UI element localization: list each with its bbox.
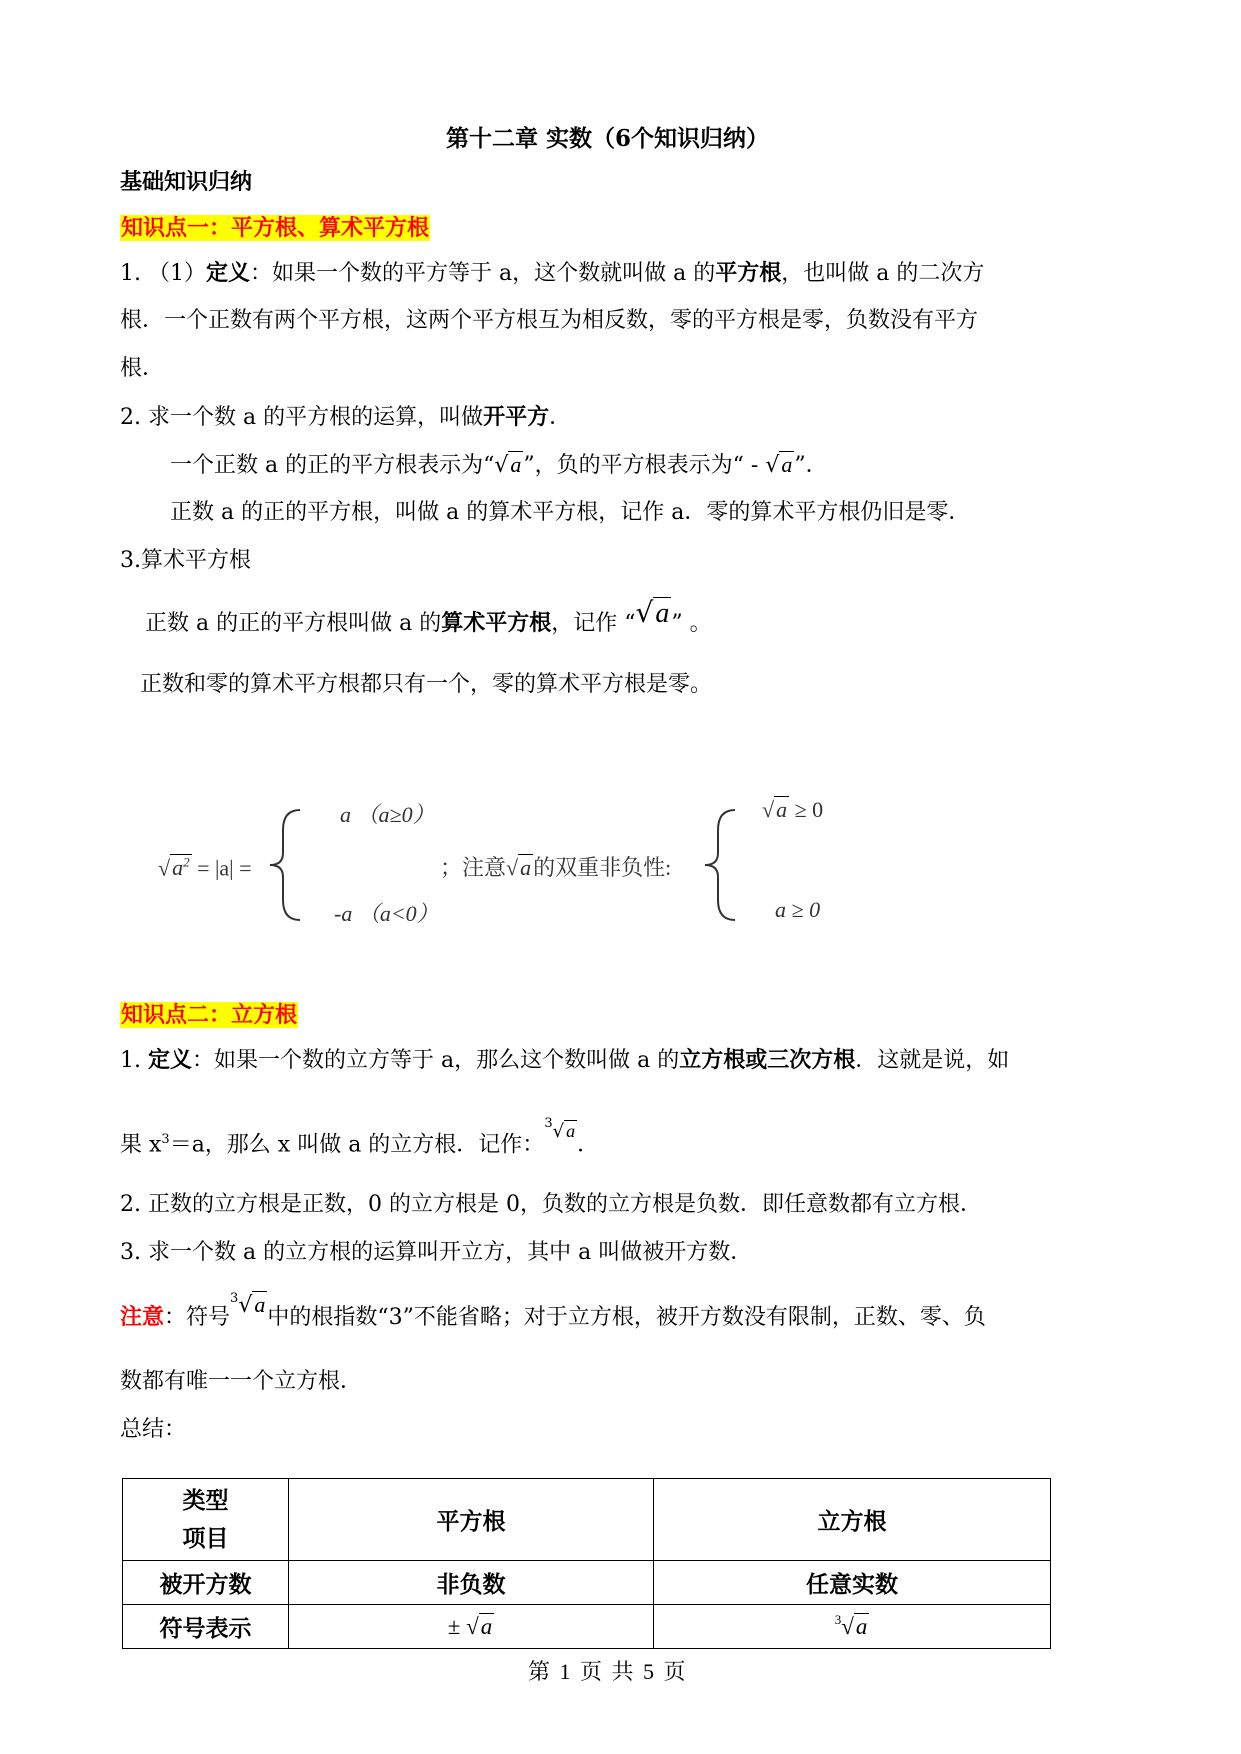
kp1-para1-line2: 根．一个正数有两个平方根，这两个平方根互为相反数，零的平方根是零，负数没有平方 xyxy=(120,308,979,333)
text: 果 x xyxy=(120,1132,162,1158)
left-brace-icon xyxy=(700,805,740,925)
text: ；注意 xyxy=(440,855,507,880)
case-negative: -a （a<0） xyxy=(334,901,439,926)
text: ” 。 xyxy=(671,611,712,636)
case-nonnegative: a （a≥0） xyxy=(340,802,435,827)
kp1-para1-line3: 根． xyxy=(120,356,165,381)
text-bold: 定义 xyxy=(147,1047,192,1073)
kp1-para3-line1 xyxy=(145,596,712,639)
double-nonneg-note xyxy=(440,851,671,882)
kp1-para2-line1 xyxy=(120,402,571,433)
summary-label: 总结： xyxy=(120,1417,187,1442)
sqrt-a-symbol: √a xyxy=(635,596,670,629)
sqrt-a-symbol: √a xyxy=(762,797,788,822)
text-bold: 立方根或三次方根 xyxy=(679,1047,856,1073)
text: 一个正数 a 的正的平方根表示为“ xyxy=(170,453,495,478)
text: ． xyxy=(549,405,572,430)
kp1-para3-line2: 正数和零的算术平方根都只有一个，零的算术平方根是零。 xyxy=(140,672,713,697)
table-cell-sqrt-symbol: ± √a xyxy=(289,1605,654,1649)
text: ：符号 xyxy=(164,1305,231,1330)
kp2-heading-text: 知识点二：立方根 xyxy=(121,1002,298,1028)
text: ”． xyxy=(794,453,828,478)
kp2-note-line1 xyxy=(120,1291,986,1336)
text: ：如果一个数的立方等于 a，那么这个数叫做 a 的 xyxy=(192,1048,680,1073)
page-footer: 第 1 页 共 5 页 xyxy=(528,1659,688,1684)
table-header-cube-root: 立方根 xyxy=(654,1479,1051,1561)
kp2-heading xyxy=(120,1000,298,1031)
table-row-label: 被开方数 xyxy=(123,1561,289,1605)
sqrt-a-squared: $√a^2$ xyxy=(158,855,190,881)
page-title: 第十二章 实数（6个知识归纳） xyxy=(446,125,770,152)
text: ：如果一个数的平方等于 a，这个数就叫做 a 的 xyxy=(250,261,716,286)
text: ，记作 “ xyxy=(551,611,636,636)
text: ≥ 0 xyxy=(794,797,824,822)
text-bold: 平方根 xyxy=(715,260,782,286)
kp1-para3-heading: 3.算术平方根 xyxy=(120,548,251,573)
text: 正数 a 的正的平方根叫做 a 的 xyxy=(145,611,442,636)
text-bold: 算术平方根 xyxy=(441,610,552,636)
table-row-label: 符号表示 xyxy=(123,1605,289,1649)
text: |a| = xyxy=(215,855,252,881)
text: 中的根指数“3”不能省略；对于立方根，被开方数没有限制，正数、零、负 xyxy=(267,1305,986,1330)
kp2-para1-line1 xyxy=(120,1045,1009,1076)
text: 1. xyxy=(120,1048,148,1073)
table-corner-cell xyxy=(123,1479,289,1561)
abs-formula-lhs: $√a^2 = |a|$ = xyxy=(158,855,252,881)
left-brace-icon xyxy=(265,805,305,925)
kp2-note-line2: 数都有唯一一个立方根． xyxy=(120,1369,363,1394)
text: ＝a，那么 x 叫做 a 的立方根．记作： xyxy=(169,1132,545,1158)
table-row xyxy=(123,1479,1051,1561)
kp1-para1-line1 xyxy=(120,258,984,289)
kp1-para2-line2 xyxy=(170,450,828,481)
sqrt-a-symbol: √a xyxy=(765,452,793,478)
table-cell: 任意实数 xyxy=(654,1561,1051,1605)
text: ”，负的平方根表示为“ - xyxy=(523,453,766,478)
section-heading: 基础知识归纳 xyxy=(120,169,253,195)
table-row xyxy=(123,1605,1051,1649)
table-header-square-root: 平方根 xyxy=(289,1479,654,1561)
superscript: 3 xyxy=(161,1132,170,1147)
kp2-para3: 3. 求一个数 a 的立方根的运算叫开立方，其中 a 叫做被开方数． xyxy=(120,1240,753,1265)
nonneg-sqrt xyxy=(762,797,823,823)
kp2-para2: 2. 正数的立方根是正数，0 的立方根是 0，负数的立方根是负数．即任意数都有立方根． xyxy=(120,1192,982,1217)
nonneg-radicand: a ≥ 0 xyxy=(775,897,821,922)
table-corner-type: 类型 xyxy=(182,1487,229,1514)
text: ． xyxy=(577,1132,600,1158)
table-row xyxy=(123,1561,1051,1605)
kp1-para2-line3: 正数 a 的正的平方根，叫做 a 的算术平方根，记作 a．零的算术平方根仍旧是零． xyxy=(170,500,971,525)
kp2-para1-line2 xyxy=(120,1116,600,1163)
cube-root-symbol: $^3$√ a xyxy=(544,1116,576,1143)
summary-table xyxy=(122,1478,1051,1649)
text: 1. （1） xyxy=(120,261,206,286)
text: ，也叫做 a 的二次方 xyxy=(781,261,985,286)
table-cell-cbrt-symbol: $^3$√a xyxy=(654,1605,1051,1649)
text: 的双重非负性: xyxy=(533,855,672,880)
sqrt-a-symbol: √a xyxy=(494,452,522,478)
table-corner-item: 项目 xyxy=(182,1525,229,1552)
table-cell: 非负数 xyxy=(289,1561,654,1605)
cube-root-symbol: $^3$√a xyxy=(230,1291,266,1318)
kp1-heading-text: 知识点一：平方根、算术平方根 xyxy=(121,215,430,241)
kp1-heading xyxy=(120,213,430,244)
text: 2. 求一个数 a 的平方根的运算，叫做 xyxy=(120,405,484,430)
sqrt-a-symbol: √a xyxy=(506,855,532,880)
text-bold: 定义 xyxy=(205,260,250,286)
text-bold: 开平方 xyxy=(483,404,550,430)
note-label: 注意 xyxy=(120,1304,165,1330)
text: ．这就是说，如 xyxy=(855,1048,1010,1073)
